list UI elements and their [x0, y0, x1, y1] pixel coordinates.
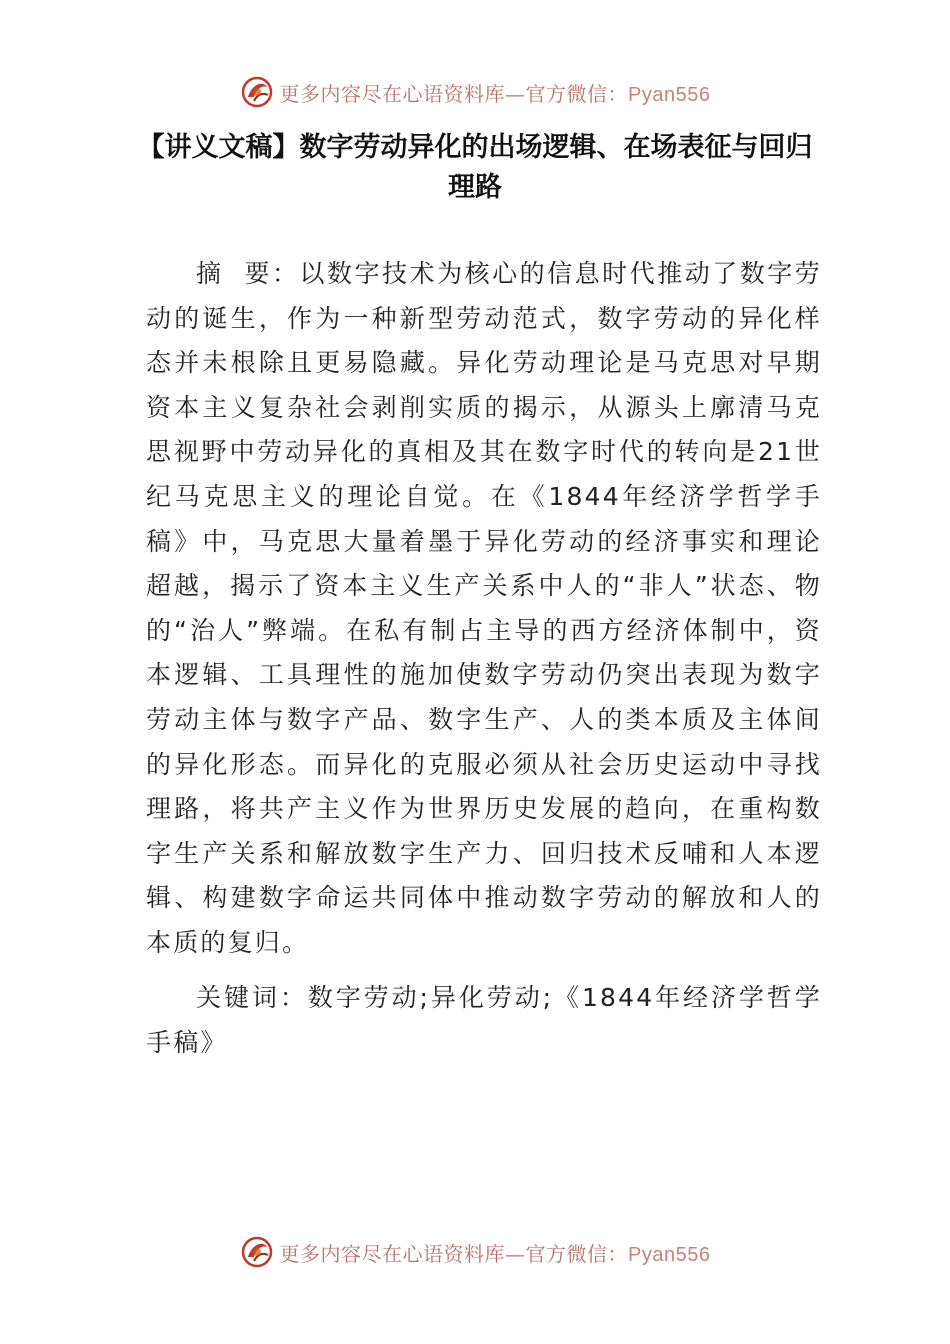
- footer-banner-text: 更多内容尽在心语资料库—官方微信：Pyan556: [279, 1241, 711, 1266]
- abstract-label: 摘 要：: [196, 259, 300, 288]
- footer-wechat-id: Pyan556: [628, 1243, 711, 1266]
- header-banner-text: 更多内容尽在心语资料库—官方微信：Pyan556: [279, 81, 711, 106]
- abstract-text: 以数字技术为核心的信息时代推动了数字劳动的诞生，作为一种新型劳动范式，数字劳动的异化样态并未根除且更易隐藏。异化劳动理论是马克思对早期资本主义复杂社会剥削实质的揭示，从源头上廓清马克思视野中劳动异化的真相及其在数字时代的转向是21世纪马克思主义的理论自觉。在《1844年经济学哲学手稿》中，马克思大量着墨于异化劳动的经济事实和理论超越，揭示了资本主义生产关系中人的“非人”状态、物的“治人”弊端。在私有制占主导的西方经济体制中，资本逻辑、工具理性的施加使数字劳动仍突出表现为数字劳动主体与数字产品、数字生产、人的类本质及主体间的异化形态。而异化的克服必须从社会历史运动中寻找理路，将共产主义作为世界历史发展的趋向，在重构数字生产关系和解放数字生产力、回归技术反哺和人本逻辑、构建数字命运共同体中推动数字劳动的解放和人的本质的复归。: [146, 259, 822, 957]
- header-banner: [0, 72, 950, 112]
- red-swirl-logo-icon: [240, 75, 274, 109]
- keywords-text: 数字劳动;异化劳动;《1844年经济学哲学手稿》: [146, 983, 822, 1057]
- keywords-paragraph: [146, 976, 822, 1065]
- abstract-paragraph: [146, 252, 822, 966]
- document-title: 【讲义文稿】数字劳动异化的出场逻辑、在场表征与回归理路: [137, 132, 813, 203]
- red-swirl-logo-icon: [240, 1235, 274, 1269]
- header-wechat-id: Pyan556: [628, 83, 711, 106]
- keywords-label: 关键词：: [196, 983, 308, 1012]
- footer-banner: [0, 1232, 950, 1272]
